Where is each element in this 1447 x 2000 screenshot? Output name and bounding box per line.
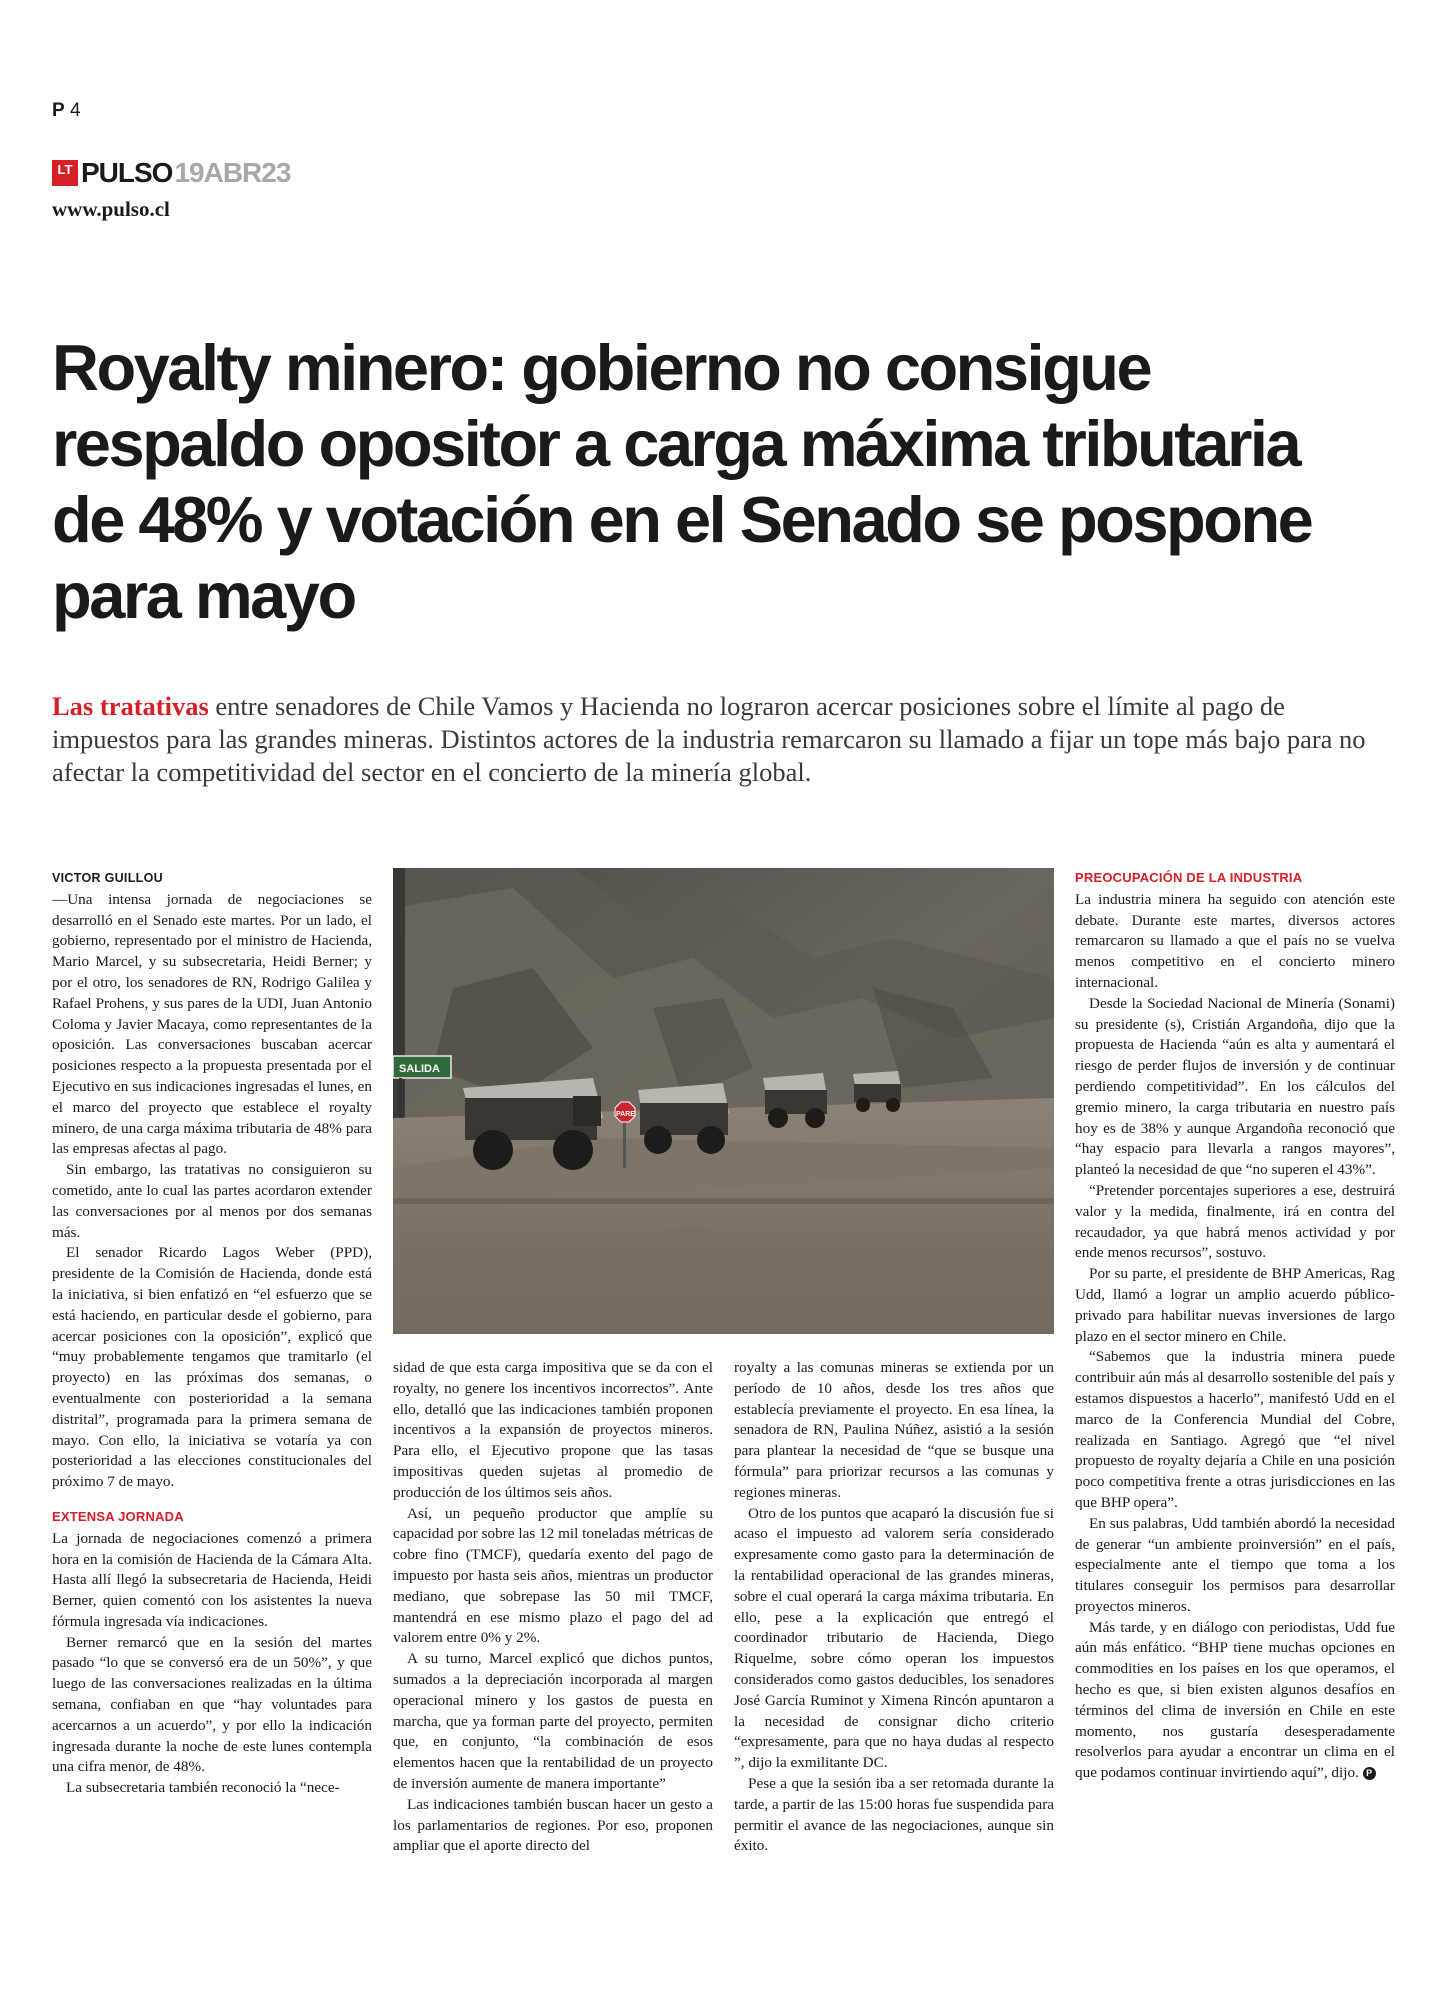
page-prefix: P — [52, 100, 65, 121]
column-1 — [52, 868, 372, 1799]
paragraph: royalty a las comunas mineras se extienda por un período de 10 años, desde los tres años que establecía previamente el proyecto. En esa línea, la senadora de RN, Paulina Núñez, asistió a la sesión para plantear la necesidad de “que se busque una fórmula” para priorizar recursos a las comunas y regiones mineras. — [734, 1359, 1054, 1501]
paragraph-final — [1075, 1618, 1395, 1784]
paragraph: Las indicaciones también buscan hacer un gesto a los parlamentarios de regiones. Por eso, proponen ampliar que el aporte directo del — [393, 1795, 713, 1855]
paragraph: —Una intensa jornada de negociaciones se desarrolló en el Senado este martes. Por un lado, el gobierno, representado por el ministro de Hacienda, Mario Marcel, y su subsecretaria, Heidi Berner; y por el otro, los senadores de RN, Rodrigo Galilea y Rafael Prohens, y sus pares de la UDI, Juan Antonio Coloma y Javier Macaya, como representantes de la oposición. Las conversaciones buscaban acercar posiciones respecto a la propuesta presentada por el Ejecutivo en sus indicaciones ingresadas el lunes, en el marco del proyecto que establece el royalty minero, de una carga máxima tributaria de 48% para las empresas afectas al pago. — [52, 890, 372, 1158]
paragraph: La jornada de negociaciones comenzó a primera hora en la comisión de Hacienda de la Cámara Alta. Hasta allí llegó la subsecretaria de Hacienda, Heidi Berner, quien comentó con los asistentes la nueva fórmula ingresada vía indicaciones. — [52, 1529, 372, 1630]
byline: VICTOR GUILLOU — [52, 871, 163, 885]
subhead-extensa-jornada: EXTENSA JORNADA — [52, 1508, 184, 1524]
stop-sign-label: PARE — [616, 1111, 635, 1118]
column-3 — [734, 1358, 1054, 1857]
page-number — [52, 100, 81, 122]
page-number-value: 4 — [69, 100, 81, 121]
column-2 — [393, 1358, 713, 1857]
paragraph: A su turno, Marcel explicó que dichos puntos, sumados a la depreciación incorporada al margen operacional minero y los gastos de puesta en marcha, que ya forman parte del proyecto, permiten que, en conjunto, “la combinación de esos elementos hacen que la rentabilidad de un proyecto de inversión aumente de manera importante” — [393, 1650, 713, 1792]
deck-text: entre senadores de Chile Vamos y Hacienda no lograron acercar posiciones sobre el límite al pago de impuestos para las grandes mineras. Distintos actores de la industria remarcaron su llamado a fijar un tope más bajo para no afectar la competitividad del sector en el concierto de la minería global. — [52, 691, 1366, 787]
paragraph: Pese a que la sesión iba a ser retomada durante la tarde, a partir de las 15:00 horas fue suspendida para permitir el avance de las negociaciones, aunque sin éxito. — [734, 1774, 1054, 1855]
paragraph: Berner remarcó que en la sesión del martes pasado “lo que se conversó era de un 50%”, y que luego de las conversaciones realizadas en la última semana, confiaban en que “hay voluntades para acercarnos a un acuerdo”, y por ello la indicación ingresada durante la noche de este lunes contempla una cifra menor, de 48%. — [52, 1633, 372, 1776]
masthead — [52, 158, 290, 188]
deck-lead: Las tratativas — [52, 691, 209, 721]
brand-name: PULSO — [81, 157, 173, 188]
paragraph: Por su parte, el presidente de BHP Americas, Rag Udd, llamó a lograr un amplio acuerdo público-privado para habilitar nuevas inversiones de largo plazo en el sector minero en Chile. — [1075, 1265, 1395, 1345]
paragraph: La subsecretaria también reconoció la “nece- — [66, 1779, 340, 1797]
paragraph: sidad de que esta carga impositiva que se da con el royalty, no genere los incentivos incorrectos”. Ante ello, detalló que las indicaciones también proponen incentivos a la expansión de proyectos mineros. Para ello, el Ejecutivo propone que las tasas impositivas queden sujetas al promedio de producción de los últimos seis años. — [393, 1359, 713, 1501]
exit-sign-label: SALIDA — [399, 1063, 440, 1075]
website-url[interactable]: www.pulso.cl — [52, 197, 170, 221]
paragraph: “Sabemos que la industria minera puede contribuir aún más al desarrollo sostenible del país y estamos dispuestos a hacerlo”, manifestó Udd en el marco de la Conferencia Mundial del Cobre, realizada en Santiago. Agregó que “el nivel propuesto de royalty dejaría a Chile en una posición poco competitiva frente a otras jurisdicciones en las que BHP opera”. — [1075, 1348, 1395, 1511]
headline: Royalty minero: gobierno no consigue respaldo opositor a carga máxima tributaria de 48% y votación en el Senado se pospone para mayo — [52, 331, 1312, 632]
deck — [52, 690, 1397, 789]
photo-illustration — [393, 868, 1054, 1334]
paragraph: La industria minera ha seguido con atención este debate. Durante este martes, diversos actores remarcaron su llamado a que el país no se vuelva menos competitivo en el concierto minero internacional. — [1075, 890, 1395, 991]
paragraph: El senador Ricardo Lagos Weber (PPD), presidente de la Comisión de Hacienda, donde está la iniciativa, si bien enfatizó en “el esfuerzo que se está haciendo, en particular desde el gobierno, para acercar posiciones con la oposición”, explicó que “muy probablemente tengamos que tramitarlo (el proyecto) en las próximas dos semanas, o eventualmente con posterioridad a la semana distrital”, programada para la primera semana de mayo. Con ello, la iniciativa se votaría ya con posterioridad a las elecciones constitucionales del próximo 7 de mayo. — [52, 1244, 372, 1491]
column-4 — [1075, 868, 1395, 1784]
mining-trucks-photo — [393, 868, 1054, 1334]
paragraph: Desde la Sociedad Nacional de Minería (Sonami) su presidente (s), Cristián Argandoña, dijo que la propuesta de Hacienda “aún es alta y aumentará el riesgo de perder flujos de inversión y de continuar perdiendo competitividad”. En los cálculos del gremio minero, la carga tributaria en nuestro país hoy es de 38% y aunque Argandoña reconoció que “hay espacio para llevarla a rangos mayores”, planteó la necesidad de que “no superen el 43%”. — [1075, 994, 1395, 1179]
end-mark-icon: P — [1363, 1767, 1376, 1780]
paragraph: Otro de los puntos que acaparó la discusión fue si acaso el impuesto ad valorem sería considerado expresamente como gasto para la determinación de la rentabilidad operacional de las grandes mineras, sobre el cual operará la carga máxima tributaria. En ello, pese a la explicación que entregó el coordinador tributario de Hacienda, Diego Riquelme, sobre cómo operan los impuestos considerados como gastos deducibles, los senadores José García Ruminot y Ximena Rincón apuntaron a la necesidad de consignar dicho criterio “expresamente, para que no haya dudas al respecto ”, dijo la exmilitante DC. — [734, 1504, 1054, 1772]
paragraph: Sin embargo, las tratativas no consiguieron su cometido, ante lo cual las partes acordaron extender las conversaciones por al menos por dos semanas más. — [52, 1161, 372, 1241]
issue-date: 19ABR23 — [174, 157, 291, 188]
paragraph: En sus palabras, Udd también abordó la necesidad de generar “un ambiente proinversión” en el país, especialmente ante el tiempo que toma a los titulares conseguir los permisos para desarrollar proyectos mineros. — [1075, 1514, 1395, 1615]
final-text: Más tarde, y en diálogo con periodistas, Udd fue aún más enfático. “BHP tiene muchas opciones en commodities en los países en los que operamos, el hecho es que, si bien existen algunos desafíos en términos del clima de inversión en Chile en este momento, nos gustaría desesperadamente resolverlos para ayudar a encontrar un clima en el que podamos continuar invirtiendo aquí”, dijo. — [1075, 1618, 1395, 1782]
paragraph: Así, un pequeño productor que amplíe su capacidad por sobre las 12 mil toneladas métricas de cobre fino (TMCF), quedaría exento del pago de impuesto por hasta seis años, mientras un productor mediano, que sobrepase las 50 mil TMCF, mantendrá en ese mismo plazo el pago del ad valorem entre 0% y 2%. — [393, 1504, 713, 1647]
lt-logo-icon: LT — [52, 160, 78, 186]
subhead-preocupacion-industria: PREOCUPACIÓN DE LA INDUSTRIA — [1075, 870, 1303, 885]
paragraph: “Pretender porcentajes superiores a ese, destruirá valor y la medida, finalmente, irá en contra del recaudador, ya que habrá menos actividad y por ende menos recursos”, sostuvo. — [1075, 1181, 1395, 1262]
